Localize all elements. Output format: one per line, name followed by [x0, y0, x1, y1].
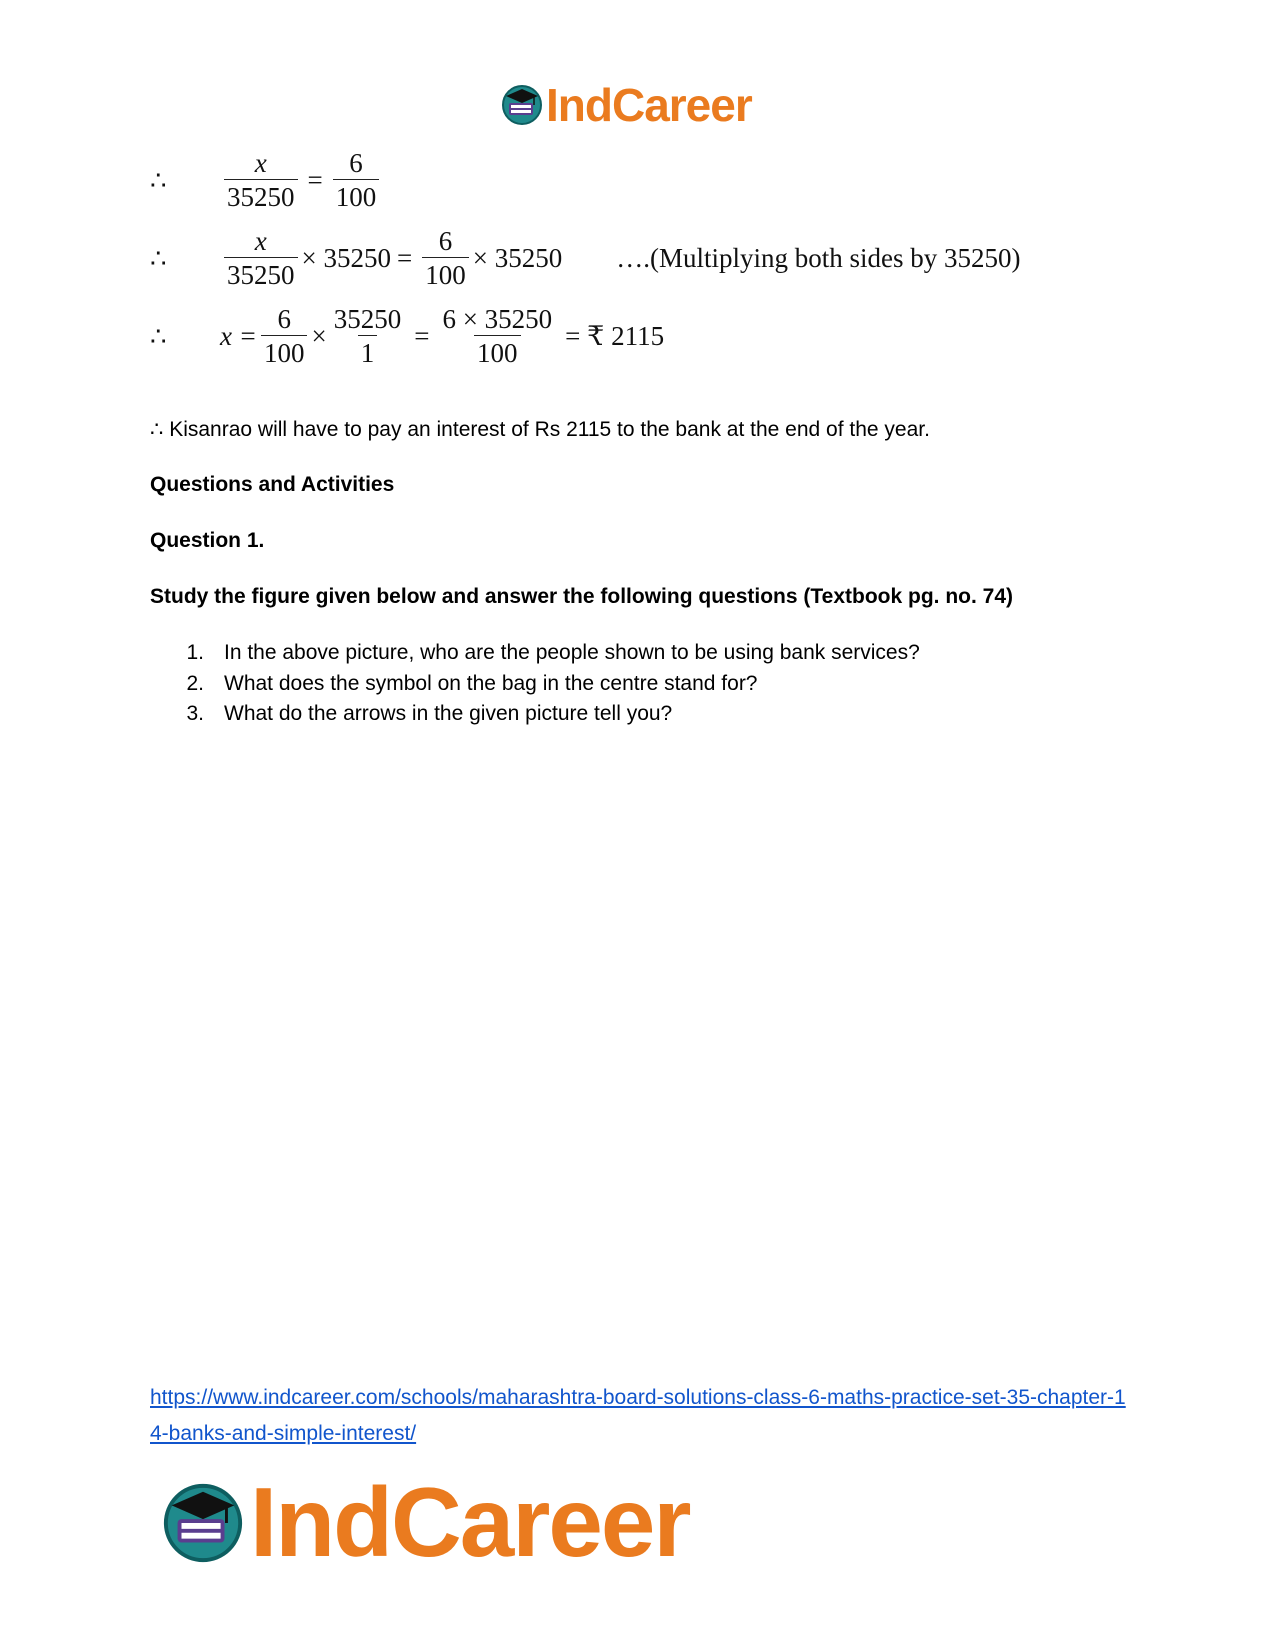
equation-line-1: ∴ $\frac{x}{35250}$ = $\frac{6}{100}$: [150, 150, 1110, 211]
header-logo: [500, 78, 752, 132]
fraction: $\frac{6 \times 35250}{100}$: [442, 304, 553, 368]
fraction: $\frac{6}{100}$: [333, 150, 380, 211]
question-title: Question 1.: [150, 529, 265, 552]
fraction: $\frac{6}{100}$: [422, 228, 469, 289]
question-list: [150, 638, 920, 730]
fraction: $\frac{x}{35250}$: [224, 228, 298, 289]
source-link[interactable]: https://www.indcareer.com/schools/maharashtra-board-solutions-class-6-maths-practice-set-35-chapter-14-banks-and-simple-interest/: [150, 1386, 1126, 1445]
fraction: $\frac{x}{35250}$: [224, 150, 298, 211]
equation-note: ….(Multiplying both sides by 35250): [616, 243, 1021, 273]
graduation-cap-book-icon: [160, 1480, 246, 1566]
list-item: 2. What does the symbol on the bag in the centre stand for?: [186, 671, 758, 695]
equation-line-3: ∴ x = $\frac{6}{100}$ × $\frac{35250}{1}$ = $\frac{6 \times 35250}{100}$ = ₹ 2115: [150, 304, 665, 368]
fraction: $\frac{35250}{1}$: [333, 304, 402, 368]
equation-line-2: ∴ $\frac{x}{35250}$ × 35250 = $\frac{6}{100}$ × 35250 ….(Multiplying both sides by 35250): [150, 226, 1021, 290]
therefore-symbol: ∴: [150, 321, 167, 351]
fraction: $\frac{6}{100}$: [261, 306, 308, 367]
graduation-cap-book-icon: [500, 83, 544, 127]
question-prompt: Study the figure given below and answer the following questions (Textbook pg. no. 74): [150, 585, 1013, 608]
therefore-symbol: ∴: [150, 243, 167, 273]
section-title: Questions and Activities: [150, 473, 395, 496]
list-item: 1. In the above picture, who are the people shown to be using bank services?: [186, 641, 920, 665]
list-item: 3. What do the arrows in the given picture tell you?: [186, 702, 673, 726]
therefore-symbol: ∴: [150, 165, 167, 195]
footer-logo: [160, 1466, 690, 1579]
logo-text: IndCareer: [546, 79, 752, 131]
conclusion-text: ∴ Kisanrao will have to pay an interest of Rs 2115 to the bank at the end of the year.: [150, 418, 930, 441]
logo-text: IndCareer: [250, 1467, 690, 1577]
